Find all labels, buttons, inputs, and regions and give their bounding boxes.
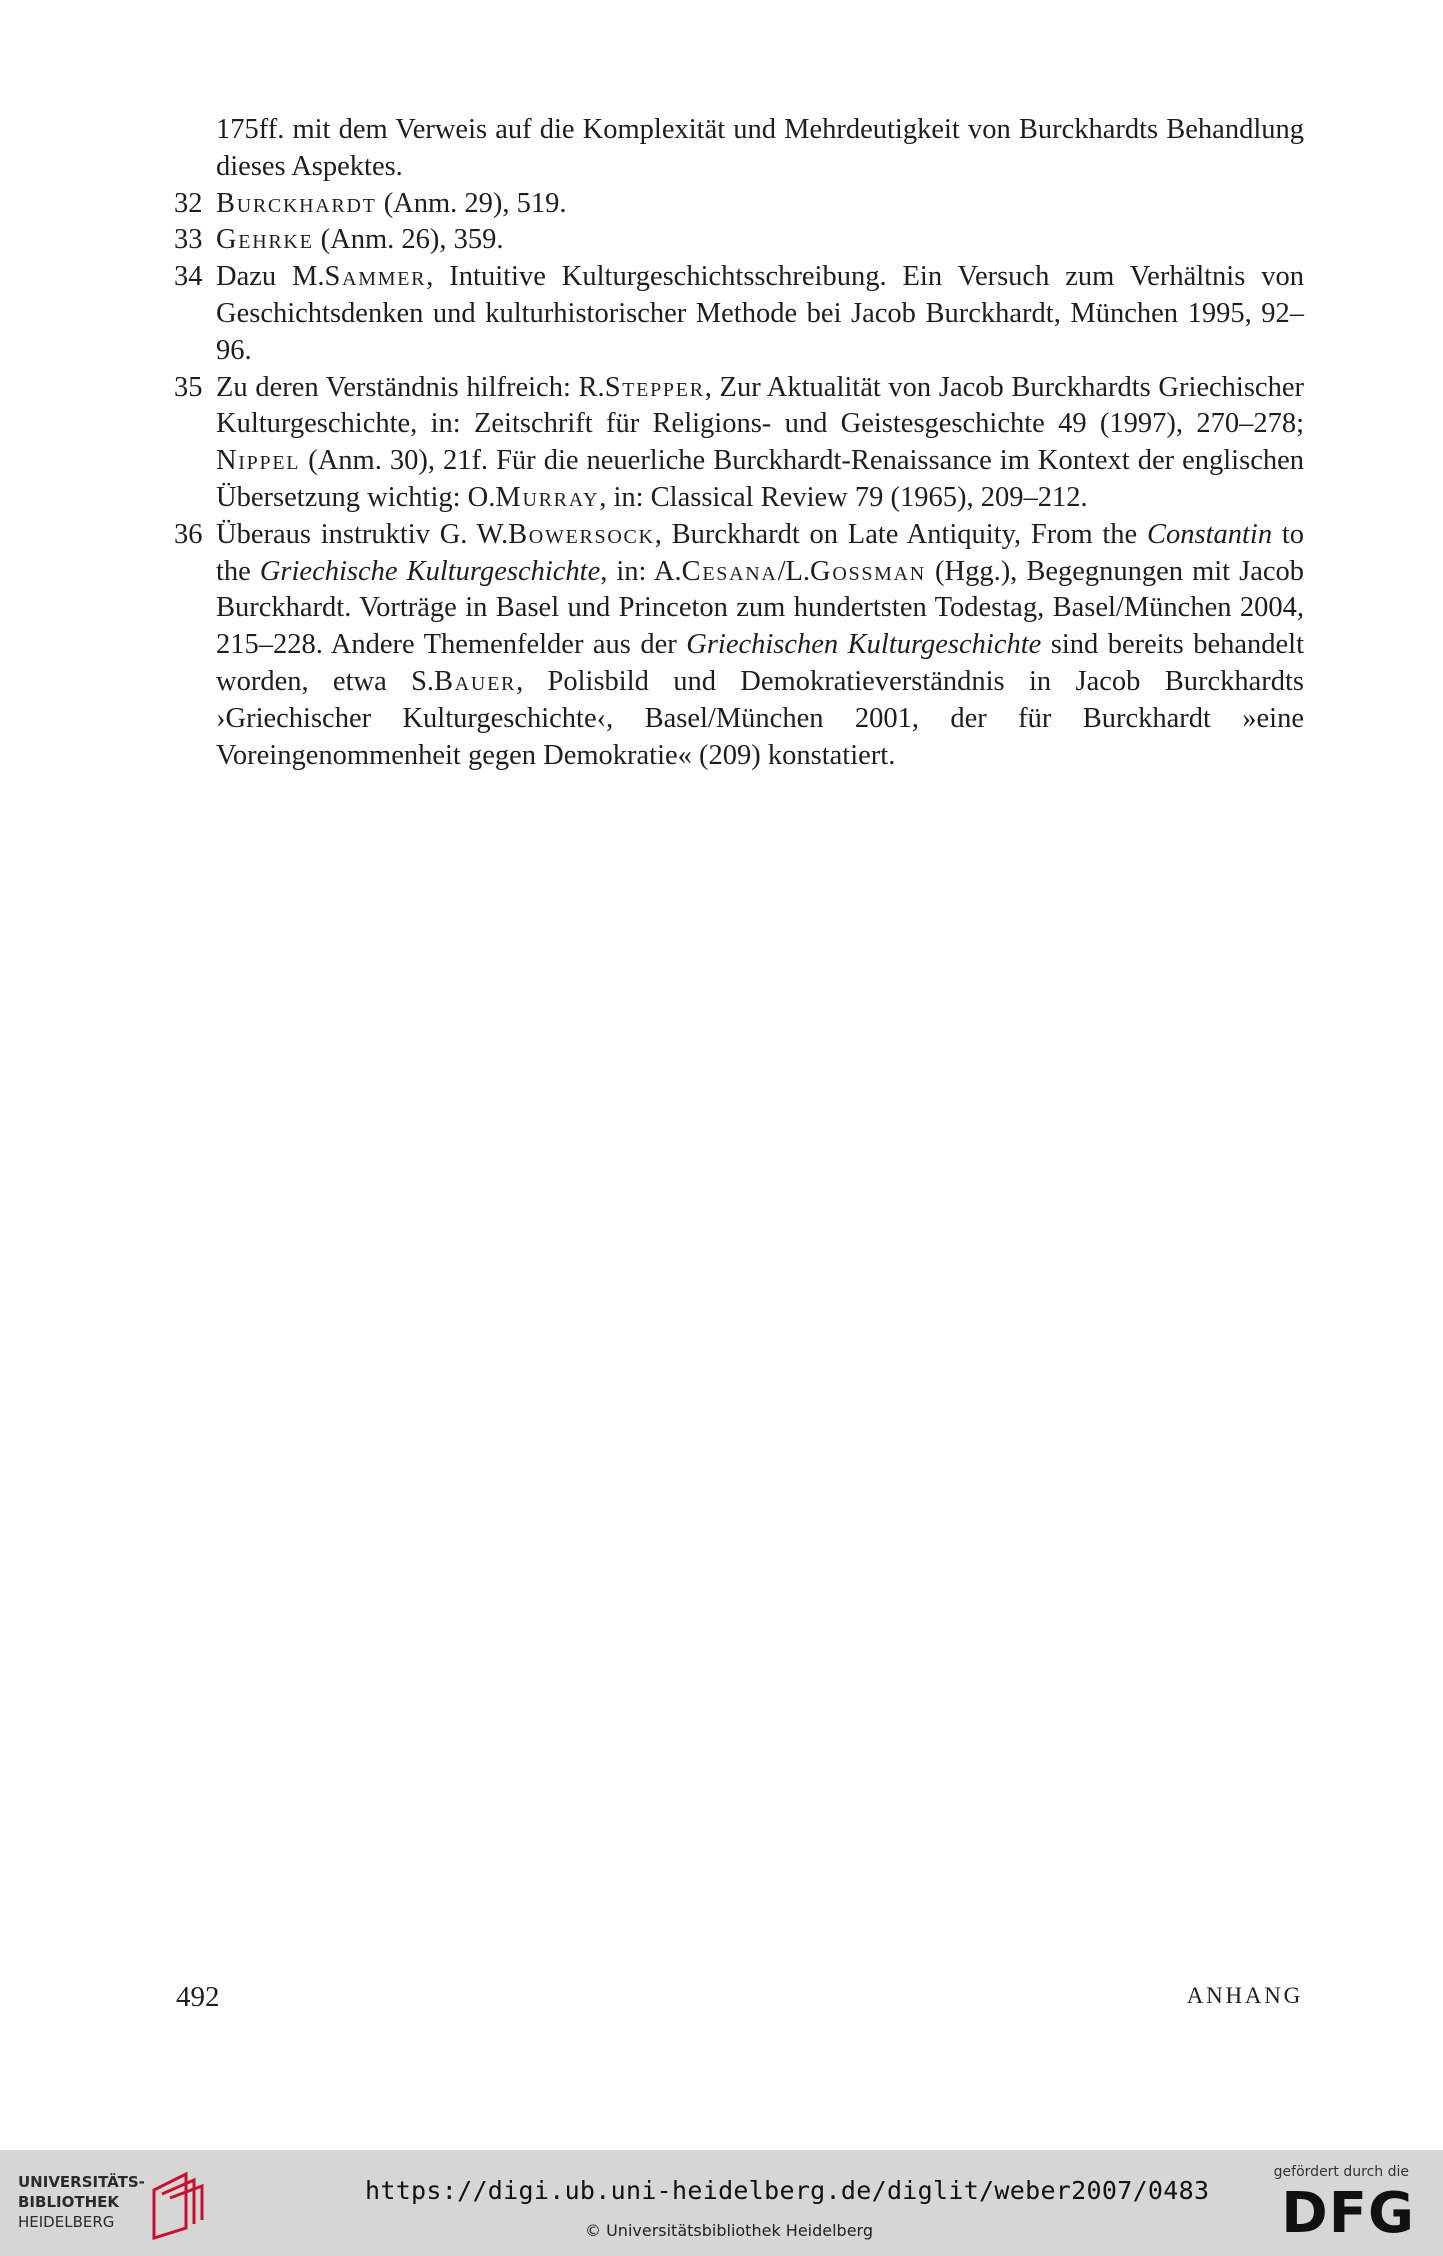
- footnote-text: (Anm. 30), 21f. Für die neuerliche Burckhardt-Renaissance im Kontext der englischen Übersetzung wichtig: O.: [216, 445, 1304, 513]
- footnote-number: 36: [174, 518, 203, 550]
- library-logo[interactable]: [18, 2168, 208, 2240]
- footnote-34: [174, 259, 1304, 369]
- footnote-text: , in: A.: [600, 555, 682, 587]
- library-name-line3: HEIDELBERG: [18, 2213, 115, 2231]
- library-name-line2: BIBLIOTHEK: [18, 2193, 119, 2211]
- dfg-caption: gefördert durch die: [1273, 2164, 1409, 2180]
- author-name: Murray: [495, 481, 600, 513]
- footnote-text: 175ff. mit dem Verweis auf die Komplexität und Mehrdeutigkeit von Burckhardts Behandlung dieses Aspektes.: [216, 114, 1304, 182]
- footnote-number: 33: [174, 224, 203, 256]
- footnote-32: [174, 186, 1304, 223]
- footnote-text: Zu deren Verständnis hilfreich: R.: [216, 371, 605, 403]
- footnote-number: 35: [174, 371, 203, 403]
- footnote-text: to the: [216, 518, 1304, 587]
- footnote-text: (Anm. 26), 359.: [313, 224, 504, 256]
- footnote-text: (Hgg.), Begegnungen mit Jacob Burckhardt. Vorträge in Basel und Princeton zum hundertsten Todestag, Basel/München 2004, 215–228. Andere Themenfelder aus der: [216, 555, 1304, 661]
- footnote-text: , Burckhardt on Late Antiquity, From the: [654, 518, 1147, 550]
- dfg-sponsor[interactable]: [1245, 2164, 1415, 2248]
- dfg-logo: DFG: [1281, 2181, 1415, 2246]
- viewer-footer: [0, 2150, 1443, 2256]
- footnote-number: 32: [174, 187, 203, 219]
- footnote-text: , Intuitive Kulturgeschichtsschreibung. Ein Versuch zum Verhältnis von Geschichtsdenken und kulturhistorischer Methode bei Jacob Burckhardt, München 1995, 92–96.: [216, 261, 1304, 366]
- italic-title: Griechische Kulturgeschichte: [259, 555, 601, 587]
- footnote-36: [174, 517, 1304, 775]
- author-name: Bowersock: [508, 518, 655, 550]
- author-name: Stepper: [604, 371, 705, 403]
- library-name-line1: UNIVERSITÄTS-: [18, 2173, 145, 2191]
- author-name: Gossman: [810, 555, 926, 587]
- footnote-33: [174, 222, 1304, 259]
- italic-title: Griechischen Kulturgeschichte: [686, 629, 1042, 661]
- library-logo-icon: [146, 2168, 210, 2240]
- footnote-text: /L.: [777, 555, 811, 587]
- italic-title: Constantin: [1146, 518, 1273, 550]
- footnote-text: (Anm. 29), 519.: [376, 187, 567, 219]
- footnote-text: sind bereits behandelt worden, etwa S.: [216, 629, 1304, 697]
- footnote-number: 34: [174, 261, 203, 293]
- copyright-notice: © Universitätsbibliothek Heidelberg: [585, 2221, 874, 2240]
- footnote-31-continuation: [174, 112, 1304, 186]
- library-logo-text: [18, 2172, 145, 2232]
- author-name: Sammer: [324, 261, 427, 293]
- author-name: Gehrke: [216, 224, 314, 256]
- author-name: Bauer: [434, 665, 517, 697]
- footnote-text: Überaus instruktiv G. W.: [216, 518, 509, 550]
- footnote-35: [174, 370, 1304, 517]
- footnote-text: , Polisbild und Demokratieverständnis in Jacob Burckhardts ›Griechischer Kulturgeschichte‹, Basel/München 2001, der für Burckhardt »eine Voreingenommenheit gegen Demokratie« (209) konstatiert.: [216, 665, 1304, 771]
- footnote-text: , in: Classical Review 79 (1965), 209–212.: [599, 481, 1088, 513]
- page-number: 492: [176, 1981, 220, 2013]
- permalink-url[interactable]: https://digi.ub.uni-heidelberg.de/diglit/weber2007/0483: [365, 2176, 1210, 2205]
- footnote-text: , Zur Aktualität von Jacob Burckhardts Griechischer Kulturgeschichte, in: Zeitschrift für Religions- und Geistesgeschichte 49 (1997), 270–278;: [216, 371, 1304, 440]
- running-head: ANHANG: [1186, 1983, 1303, 2008]
- footnotes: [174, 112, 1304, 774]
- author-name: Nippel: [216, 445, 301, 477]
- author-name: Cesana: [681, 555, 778, 587]
- footnote-text: Dazu M.: [216, 261, 325, 293]
- author-name: Burckhardt: [216, 187, 377, 219]
